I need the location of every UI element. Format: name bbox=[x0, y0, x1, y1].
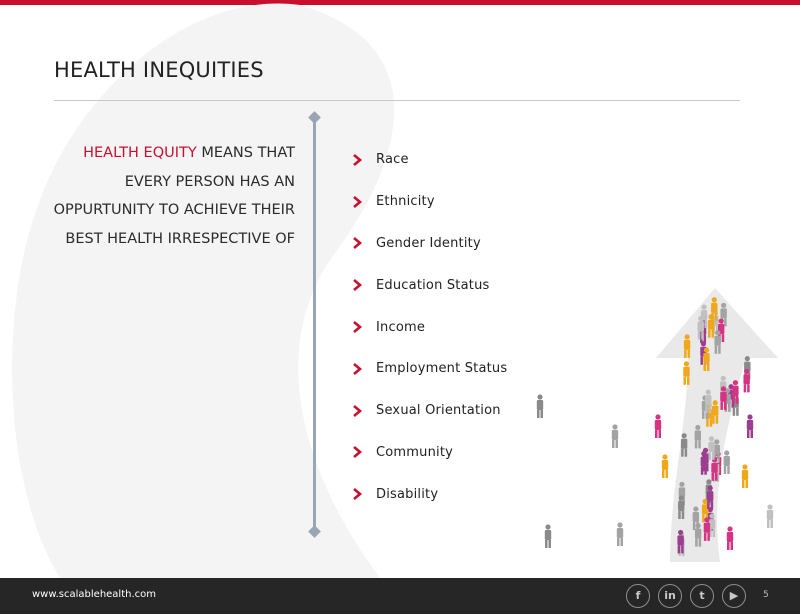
list-item-label: Employment Status bbox=[376, 361, 508, 377]
page-number: 5 bbox=[763, 590, 769, 600]
list-item bbox=[350, 139, 507, 181]
slide-title: HEALTH INEQUITIES bbox=[54, 58, 264, 82]
list-item-label: Education Status bbox=[376, 277, 490, 293]
health-equity-highlight: HEALTH EQUITY bbox=[83, 145, 197, 161]
list-item bbox=[350, 223, 507, 265]
list-item-label: Disability bbox=[376, 486, 439, 502]
person-figure bbox=[662, 454, 668, 478]
list-item-label: Ethnicity bbox=[376, 194, 435, 210]
person-figure bbox=[767, 504, 773, 528]
list-item-label: Gender Identity bbox=[376, 235, 481, 251]
linkedin-icon[interactable]: in bbox=[658, 584, 682, 608]
person-figure bbox=[743, 369, 749, 393]
list-item bbox=[350, 181, 507, 223]
list-item bbox=[350, 432, 507, 474]
person-figure bbox=[617, 522, 623, 546]
list-item-label: Income bbox=[376, 319, 426, 335]
chevron-right-icon bbox=[350, 403, 364, 419]
twitter-icon[interactable]: t bbox=[690, 584, 714, 608]
person-figure bbox=[724, 450, 730, 474]
list-item bbox=[350, 264, 507, 306]
chevron-right-icon bbox=[350, 486, 364, 502]
list-item-label: Sexual Orientation bbox=[376, 403, 501, 419]
youtube-icon[interactable]: ▶ bbox=[722, 584, 746, 608]
person-figure bbox=[747, 414, 753, 438]
facebook-icon[interactable]: f bbox=[626, 584, 650, 608]
list-item bbox=[350, 306, 507, 348]
chevron-right-icon bbox=[350, 277, 364, 293]
inequity-factor-list bbox=[350, 139, 507, 515]
list-item-label: Community bbox=[376, 444, 454, 460]
person-figure bbox=[727, 526, 733, 550]
chevron-right-icon bbox=[350, 194, 364, 210]
person-figure bbox=[683, 361, 689, 385]
person-figure bbox=[537, 394, 543, 418]
person-figure bbox=[612, 424, 618, 448]
statement-line-4: BEST HEALTH IRRESPECTIVE OF bbox=[65, 230, 295, 247]
vertical-divider bbox=[313, 118, 316, 532]
people-arrow-illustration bbox=[520, 280, 800, 570]
chevron-right-icon bbox=[350, 235, 364, 251]
statement-line-1: MEANS THAT bbox=[196, 145, 295, 161]
list-item bbox=[350, 348, 507, 390]
title-divider bbox=[54, 100, 740, 101]
person-figure bbox=[655, 414, 661, 438]
footer-bar bbox=[0, 578, 800, 614]
chevron-right-icon bbox=[350, 319, 364, 335]
footer-website-link[interactable]: www.scalablehealth.com bbox=[32, 589, 157, 600]
person-figure bbox=[742, 464, 748, 488]
health-equity-statement bbox=[5, 139, 295, 253]
statement-line-2: EVERY PERSON HAS AN bbox=[124, 173, 295, 190]
chevron-right-icon bbox=[350, 152, 364, 168]
chevron-right-icon bbox=[350, 361, 364, 377]
list-item-label: Race bbox=[376, 152, 409, 168]
list-item bbox=[350, 473, 507, 515]
list-item bbox=[350, 390, 507, 432]
statement-line-3: OPPURTUNITY TO ACHIEVE THEIR bbox=[53, 202, 295, 218]
person-figure bbox=[545, 524, 551, 548]
chevron-right-icon bbox=[350, 444, 364, 460]
